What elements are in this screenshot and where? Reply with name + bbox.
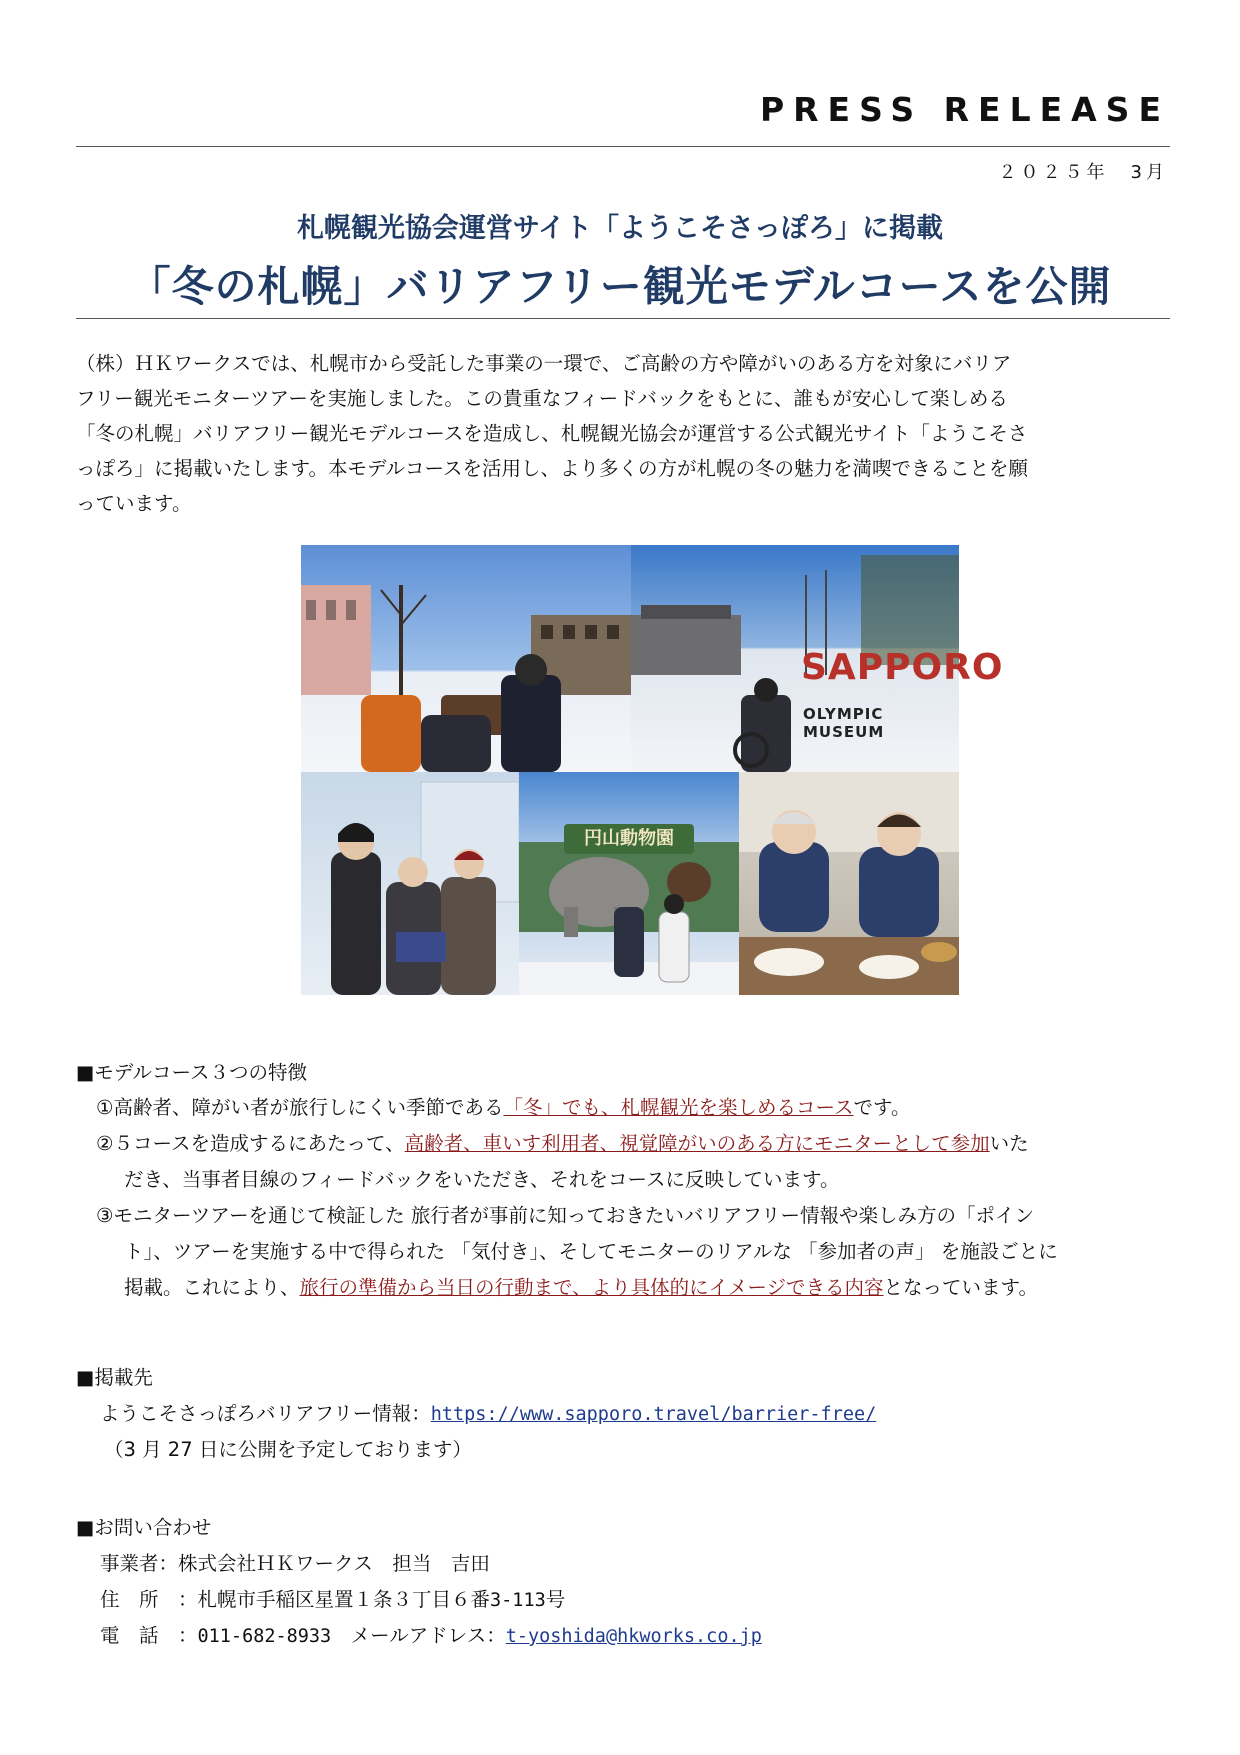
feature-3-highlight: 旅行の準備から当日の行動まで、より具体的にイメージできる内容: [299, 1276, 884, 1299]
photo-group-ice: [301, 772, 519, 995]
photo-horse-sleigh: [301, 545, 631, 772]
intro-line: 「冬の札幌」バリアフリー観光モデルコースを造成し、札幌観光協会が運営する公式観光サイト「ようこそさ: [76, 422, 1028, 445]
intro-line: （株）ＨＫワークスでは、札幌市から受託した事業の一環で、ご高齢の方や障がいのある方を対象にバリア: [76, 352, 1012, 375]
address-label: 住 所 ：: [100, 1588, 198, 1611]
zoo-sign: 円山動物園: [564, 824, 694, 854]
intro-line: っぽろ」に掲載いたします。本モデルコースを活用し、より多くの方が札幌の冬の魅力を満喫できることを願: [76, 457, 1028, 480]
feature-2: [96, 1126, 1176, 1162]
feature-3-line2: ト」、ツアーを実施する中で得られた 「気付き」、そしてモニターのリアルな 「参加者の声」 を施設ごとに: [124, 1240, 1058, 1263]
contact-phone-row: [100, 1620, 762, 1648]
address-suffix: 号: [545, 1588, 566, 1611]
address-value: 札幌市手稲区星置１条３丁目６番: [197, 1588, 491, 1611]
feature-1-suffix: です。: [853, 1096, 911, 1119]
listing-heading: ■掲載先: [76, 1366, 153, 1389]
feature-2-line2: だき、当事者目線のフィードバックをいただき、それをコースに反映しています。: [124, 1168, 840, 1191]
photo-dining: [739, 772, 959, 995]
main-title: 「冬の札幌」バリアフリー観光モデルコースを公開: [128, 262, 1112, 311]
address-number: 3-113: [490, 1590, 546, 1611]
listing-label: ようこそさっぽろバリアフリー情報：: [100, 1402, 431, 1425]
photo-zoo: [519, 772, 739, 995]
feature-3-line1: ③モニターツアーを通じて検証した 旅行者が事前に知っておきたいバリアフリー情報や楽しみ方の「ポイン: [96, 1204, 1035, 1227]
features-heading: ■モデルコース３つの特徴: [76, 1061, 307, 1084]
intro-line: っています。: [76, 492, 192, 515]
header-divider: [76, 146, 1170, 147]
intro-line: フリー観光モニターツアーを実施しました。この貴重なフィードバックをもとに、誰もが安心して楽しめる: [76, 387, 1008, 410]
listing-url-link[interactable]: https://www.sapporo.travel/barrier-free/: [430, 1404, 877, 1425]
phone-label: 電 話 ：: [100, 1624, 198, 1647]
email-link[interactable]: t-yoshida@hkworks.co.jp: [505, 1626, 762, 1647]
contact-heading: ■お問い合わせ: [76, 1516, 212, 1539]
company-label: 事業者：: [100, 1552, 179, 1575]
photo-collage: [301, 545, 1004, 995]
subtitle: 札幌観光協会運営サイト「ようこそさっぽろ」に掲載: [296, 213, 944, 244]
features-list: [96, 1090, 1176, 1306]
contact-address-row: [100, 1584, 565, 1612]
email-label: メールアドレス：: [331, 1624, 506, 1647]
release-date: ２０２５年 3月: [998, 162, 1168, 183]
feature-3-suffix: となっています。: [883, 1276, 1038, 1299]
listing-note: （3 月 27 日に公開を予定しております）: [104, 1438, 472, 1461]
feature-2-suffix: いた: [989, 1132, 1029, 1155]
photo-olympic-museum: [631, 545, 1004, 772]
feature-2-text: ②５コースを造成するにあたって、: [96, 1132, 405, 1155]
feature-3-text: 掲載。これにより、: [124, 1276, 300, 1299]
listing-row: [100, 1398, 876, 1426]
feature-2-highlight: 高齢者、車いす利用者、視覚障がいのある方にモニターとして参加: [404, 1132, 990, 1155]
sapporo-sign: SAPPORO: [801, 647, 1004, 688]
feature-3-line3: [96, 1270, 1176, 1306]
olympic-museum-sign: OLYMPIC MUSEUM: [803, 705, 885, 741]
feature-1: [96, 1090, 1176, 1126]
intro-paragraph: [76, 346, 1146, 521]
feature-1-text: ①高齢者、障がい者が旅行しにくい季節である: [96, 1096, 504, 1119]
title-divider: [76, 318, 1170, 319]
contact-company-row: [100, 1548, 490, 1576]
company-value: 株式会社ＨＫワークス 担当 吉田: [178, 1552, 490, 1575]
press-release-label: PRESS RELEASE: [759, 90, 1170, 129]
phone-value: 011-682-8933: [197, 1626, 332, 1647]
feature-1-highlight: 「冬」でも、札幌観光を楽しめるコース: [503, 1096, 854, 1119]
